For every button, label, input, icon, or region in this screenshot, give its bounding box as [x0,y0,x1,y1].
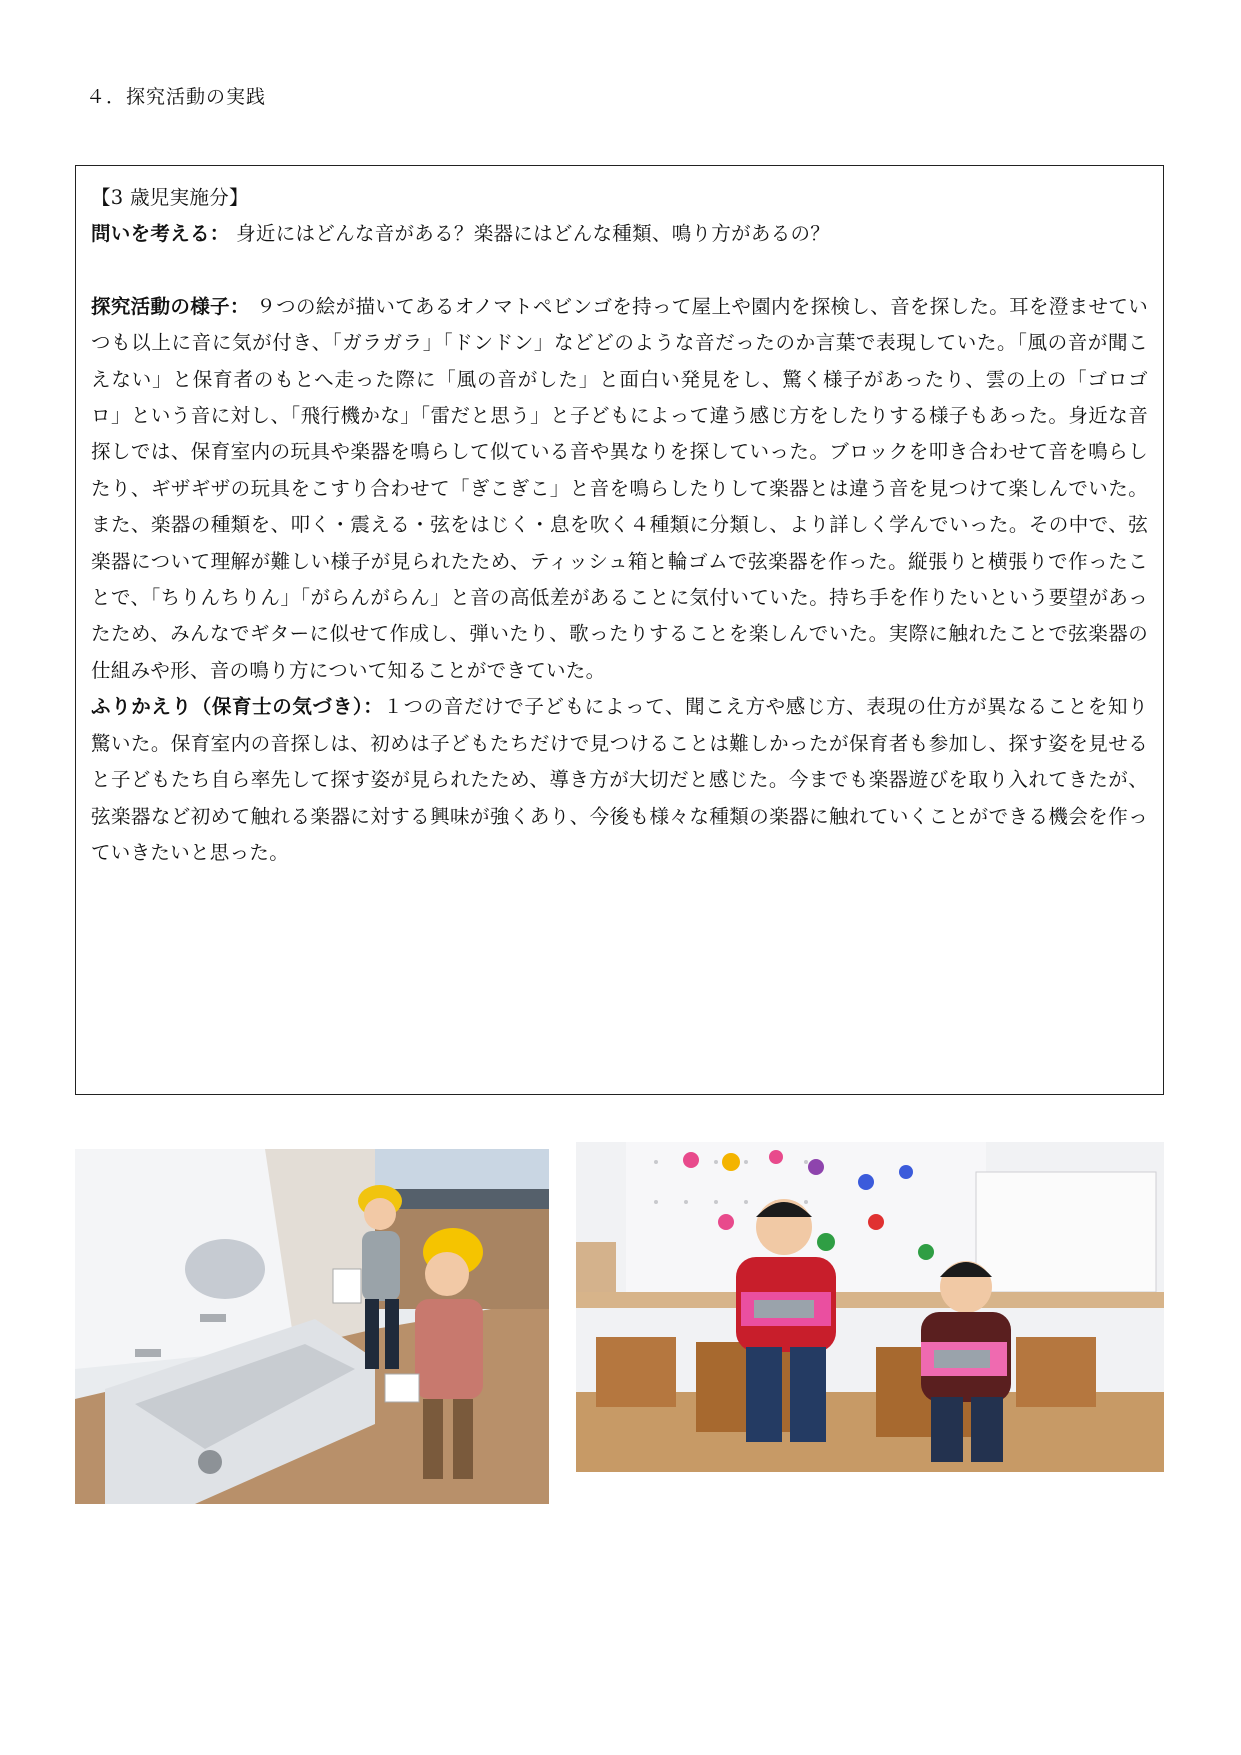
reflection-label: ふりかえり（保育士の気づき）： [91,695,384,719]
photo-children-with-tissue-box-instruments [576,1142,1164,1472]
photo-children-at-water-tap [75,1149,549,1504]
reflection-paragraph [91,689,1148,871]
activity-label: 探究活動の様子： [91,294,250,318]
reflection-text: １つの音だけで子どもによって、聞こえ方や感じ方、表現の仕方が異なることを知り驚いた。保育室内の音探しは、初めは子どもたちだけで見つけることは難しかったが保育者も参加し、探す姿を見せると子どもたち自ら率先して探す姿が見られたため、導き方が大切だと感じた。今までも楽器遊びを取り入れてきたが、弦楽器など初めて触れる楽器に対する興味が強くあり、今後も様々な種類の楽器に触れていくことができる機会を作っていきたいと思った。 [91,695,1148,864]
question-text: 身近にはどんな音がある？楽器にはどんな種類、鳴り方があるの？ [229,222,831,246]
activity-paragraph [91,289,1148,689]
section-title: ４．探究活動の実践 [86,86,267,108]
activity-report-box [75,165,1164,1095]
box-header: 【3 歳児実施分】 [91,186,249,209]
question-paragraph [91,216,1148,252]
activity-text: ９つの絵が描いてあるオノマトペビンゴを持って屋上や園内を探検し、音を探した。耳を澄ませていつも以上に音に気が付き、「ガラガラ」「ドンドン」などどのような音だったのか言葉で表現していた。「風の音が聞こえない」と保育者のもとへ走った際に「風の音がした」と面白い発見をし、驚く様子があったり、雲の上の「ゴロゴロ」という音に対し、「飛行機かな」「雷だと思う」と子どもによって違う感じ方をしたりする様子もあった。身近な音探しでは、保育室内の玩具や楽器を鳴らして似ている音や異なりを探していった。ブロックを叩き合わせて音を鳴らしたり、ギザギザの玩具をこすり合わせて「ぎこぎこ」と音を鳴らしたりして楽器とは違う音を見つけて楽しんでいた。また、楽器の種類を、叩く・震える・弦をはじく・息を吹く４種類に分類し、より詳しく学んでいった。その中で、弦楽器について理解が難しい様子が見られたため、ティッシュ箱と輪ゴムで弦楽器を作った。縦張りと横張りで作ったことで、「ちりんちりん」「がらんがらん」と音の高低差があることに気付いていた。持ち手を作りたいという要望があったため、みんなでギターに似せて作成し、弾いたり、歌ったりすることを楽しんでいた。実際に触れたことで弦楽器の仕組みや形、音の鳴り方について知ることができていた。 [91,294,1148,682]
question-label: 問いを考える： [91,222,230,246]
